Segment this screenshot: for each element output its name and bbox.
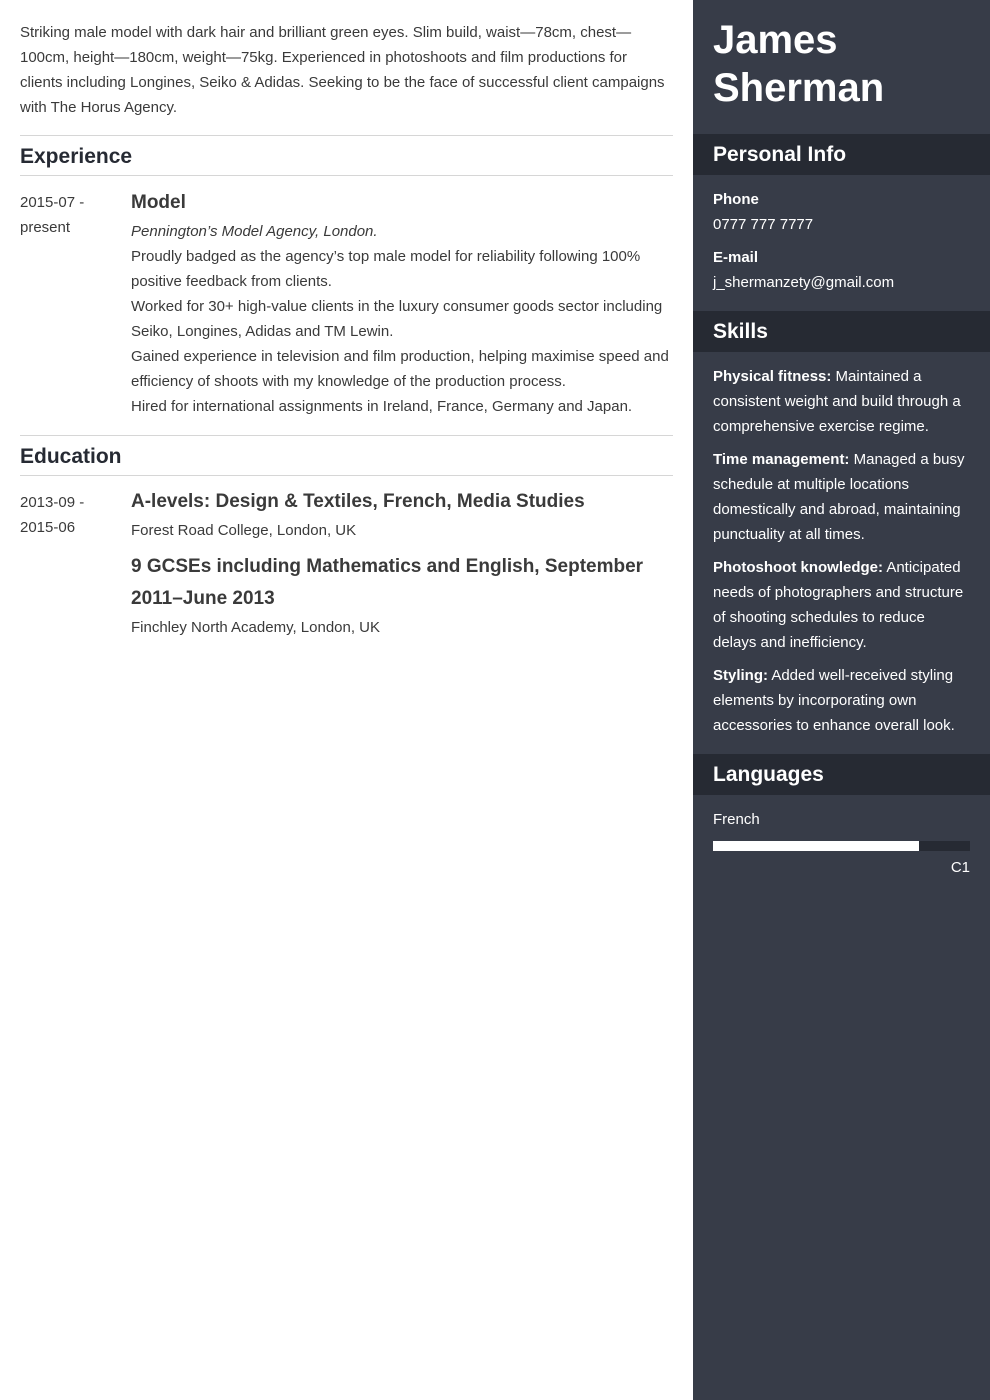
language-proficiency-fill <box>713 841 919 851</box>
responsibility-item: Proudly badged as the agency’s top male model for reliability following 100% positive feedback from clients. <box>131 248 641 290</box>
skill-name: Physical fitness: <box>713 368 832 385</box>
responsibility-item: Gained experience in television and film production, helping maximise speed and efficiency of shoots with my knowledge of the production process. <box>131 348 669 390</box>
phone-value: 0777 777 7777 <box>713 216 814 233</box>
sidebar <box>693 0 990 1400</box>
education-heading: Education <box>20 435 673 476</box>
skills-list <box>693 352 990 754</box>
education-item <box>131 486 673 543</box>
skill-desc: Managed a busy schedule at multiple locations domestically and abroad, maintaining punctuality at all times. <box>713 451 965 543</box>
degree-title: A-levels: Design & Textiles, French, Media Studies <box>131 491 585 512</box>
school-name: Finchley North Academy, London, UK <box>131 619 381 636</box>
personal-info <box>693 175 990 311</box>
first-name: James <box>713 18 838 62</box>
experience-entry <box>20 190 673 419</box>
experience-heading: Experience <box>20 135 673 176</box>
degree-title: 9 GCSEs including Mathematics and English, September 2011–June 2013 <box>131 556 644 609</box>
languages-list <box>693 795 990 895</box>
email-label: E-mail <box>713 249 759 266</box>
skill-name: Time management: <box>713 451 850 468</box>
education-entry <box>20 490 673 648</box>
skill-desc: Anticipated needs of photographers and structure of shooting schedules to reduce delays and inefficiency. <box>713 559 964 651</box>
profile-summary: Striking male model with dark hair and brilliant green eyes. Slim build, waist—78cm, chest—100cm, height—180cm, weight—75kg. Experienced in photoshoots and film productions for clients including Longines, Seiko & Adidas. Seeking to be the face of successful client campaigns with The Horus Agency. <box>20 24 665 116</box>
date-start: 2013-09 - <box>20 494 85 511</box>
education-date <box>20 490 131 648</box>
job-title: Model <box>131 192 186 213</box>
email-value: j_shermanzety@gmail.com <box>713 274 895 291</box>
responsibility-item: Worked for 30+ high-value clients in the luxury consumer goods sector including Seiko, Longines, Adidas and TM Lewin. <box>131 298 663 340</box>
language-proficiency-bar <box>713 841 970 851</box>
date-end: 2015-06 <box>20 519 76 536</box>
skill-item <box>713 555 970 655</box>
skill-item <box>713 364 970 439</box>
personal-info-heading: Personal Info <box>693 134 990 175</box>
last-name: Sherman <box>713 66 885 110</box>
language-name: French <box>713 811 760 828</box>
experience-date <box>20 190 131 419</box>
language-item <box>713 807 970 879</box>
skill-name: Styling: <box>713 667 768 684</box>
skills-heading: Skills <box>693 311 990 352</box>
language-level: C1 <box>950 859 970 876</box>
responsibility-item: Hired for international assignments in Ireland, France, Germany and Japan. <box>131 398 633 415</box>
skill-desc: Maintained a consistent weight and build through a comprehensive exercise regime. <box>713 368 961 435</box>
education-body <box>131 490 673 648</box>
experience-body <box>131 190 673 419</box>
date-end: present <box>20 219 71 236</box>
languages-heading: Languages <box>693 754 990 795</box>
skill-desc: Added well-received styling elements by incorporating own accessories to enhance overall look. <box>713 667 955 734</box>
skill-item <box>713 447 970 547</box>
school-name: Forest Road College, London, UK <box>131 522 357 539</box>
phone-label: Phone <box>713 191 759 208</box>
date-start: 2015-07 - <box>20 194 85 211</box>
education-item <box>131 551 673 640</box>
candidate-name <box>693 0 990 134</box>
skill-item <box>713 663 970 738</box>
company-name: Pennington’s Model Agency, London. <box>131 223 378 240</box>
skill-name: Photoshoot knowledge: <box>713 559 883 576</box>
